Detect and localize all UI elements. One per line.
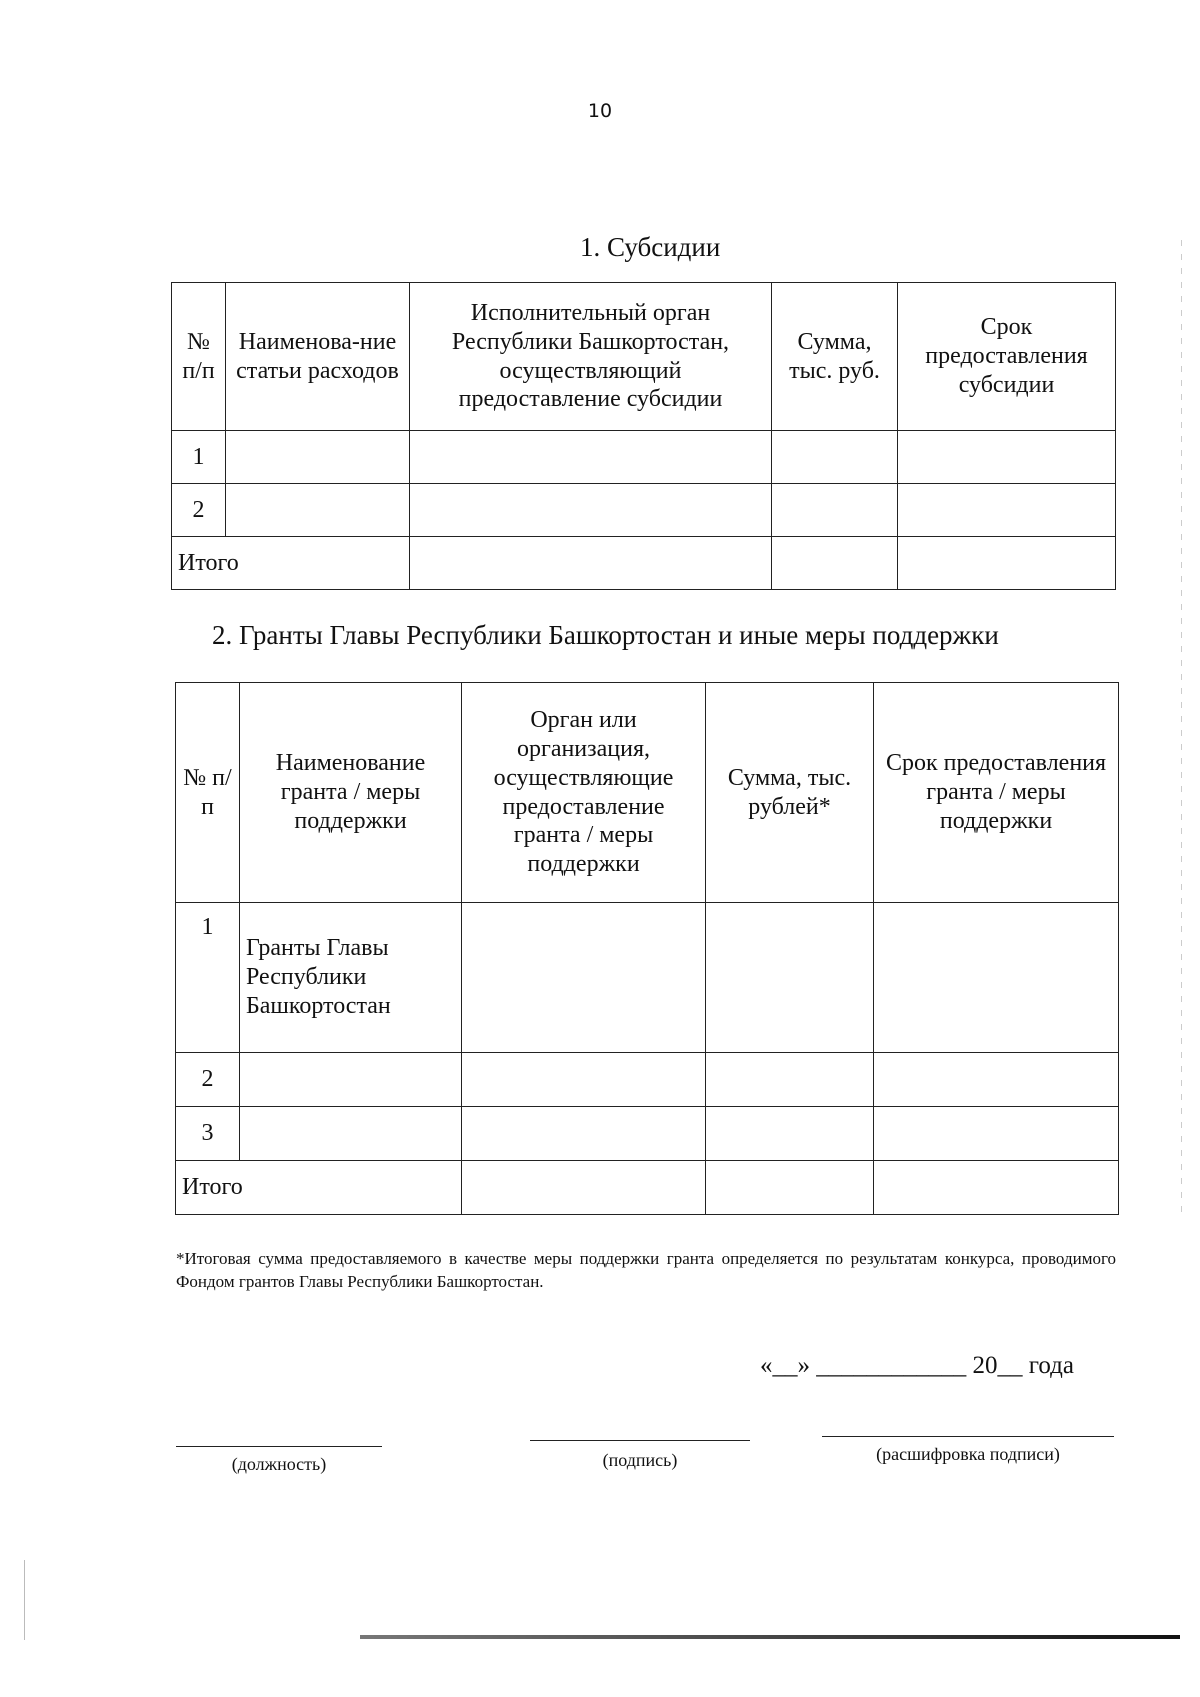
left-scan-mark xyxy=(24,1560,25,1640)
row-cell xyxy=(898,431,1116,484)
row-cell xyxy=(772,537,898,590)
row-cell xyxy=(462,1107,706,1161)
row-number: 3 xyxy=(176,1107,240,1161)
row-cell xyxy=(410,484,772,537)
decoding-caption: (расшифровка подписи) xyxy=(876,1444,1060,1464)
row-name xyxy=(240,1053,462,1107)
subsidies-table xyxy=(171,282,1116,590)
row-name xyxy=(226,431,410,484)
section2-title: 2. Гранты Главы Республики Башкортостан и иные меры поддержки xyxy=(212,620,999,650)
row-number: 1 xyxy=(176,903,240,1053)
table-row xyxy=(172,431,1116,484)
page-number: 10 xyxy=(587,100,613,122)
header-organization: Орган или организация, осуществляющие предоставление гранта / меры поддержки xyxy=(462,683,706,903)
row-name xyxy=(226,484,410,537)
row-cell xyxy=(898,537,1116,590)
signature-line xyxy=(530,1440,750,1441)
row-cell xyxy=(410,431,772,484)
row-cell xyxy=(706,1053,874,1107)
header-executive-body: Исполнительный орган Республики Башкортостан, осуществляющий предоставление субсидии xyxy=(410,283,772,431)
row-name: Гранты Главы Республики Башкортостан xyxy=(240,903,462,1053)
row-cell xyxy=(410,537,772,590)
header-term: Срок предоставления гранта / меры поддержки xyxy=(874,683,1119,903)
row-name xyxy=(240,1107,462,1161)
bottom-scan-rule xyxy=(360,1635,1180,1639)
total-label: Итого xyxy=(172,537,410,590)
row-cell xyxy=(462,1053,706,1107)
row-cell xyxy=(462,1161,706,1215)
row-cell xyxy=(706,1161,874,1215)
row-cell xyxy=(874,1107,1119,1161)
decoding-line xyxy=(822,1436,1114,1437)
footnote: *Итоговая сумма предоставляемого в качестве меры поддержки гранта определяется по результатам конкурса, проводимого Фондом грантов Главы Республики Башкортостан. xyxy=(176,1249,1116,1291)
row-cell xyxy=(462,903,706,1053)
row-number: 2 xyxy=(172,484,226,537)
header-amount: Сумма, тыс. руб. xyxy=(772,283,898,431)
table-row xyxy=(176,1053,1119,1107)
date-line: «__» ____________ 20__ года xyxy=(760,1352,1074,1379)
row-cell xyxy=(706,903,874,1053)
row-cell xyxy=(898,484,1116,537)
table-header-row xyxy=(172,283,1116,431)
header-num: № п/п xyxy=(172,283,226,431)
header-term: Срок предоставления субсидии xyxy=(898,283,1116,431)
row-number: 1 xyxy=(172,431,226,484)
table-row xyxy=(176,903,1119,1053)
total-row xyxy=(172,537,1116,590)
position-line xyxy=(176,1446,382,1447)
row-number: 2 xyxy=(176,1053,240,1107)
header-grant-name: Наименование гранта / меры поддержки xyxy=(240,683,462,903)
header-amount: Сумма, тыс. рублей* xyxy=(706,683,874,903)
table-row xyxy=(172,484,1116,537)
table-row xyxy=(176,1107,1119,1161)
header-expense-name: Наименова-ние статьи расходов xyxy=(226,283,410,431)
total-label: Итого xyxy=(176,1161,462,1215)
row-cell xyxy=(772,431,898,484)
row-cell xyxy=(874,1161,1119,1215)
total-row xyxy=(176,1161,1119,1215)
position-caption: (должность) xyxy=(231,1454,327,1474)
table-header-row xyxy=(176,683,1119,903)
row-cell xyxy=(772,484,898,537)
signature-caption: (подпись) xyxy=(602,1450,678,1470)
row-cell xyxy=(874,903,1119,1053)
right-scan-mark xyxy=(1181,240,1182,1220)
grants-table xyxy=(175,682,1119,1215)
row-cell xyxy=(874,1053,1119,1107)
section1-title: 1. Субсидии xyxy=(580,232,721,262)
row-cell xyxy=(706,1107,874,1161)
header-num: № п/п xyxy=(176,683,240,903)
